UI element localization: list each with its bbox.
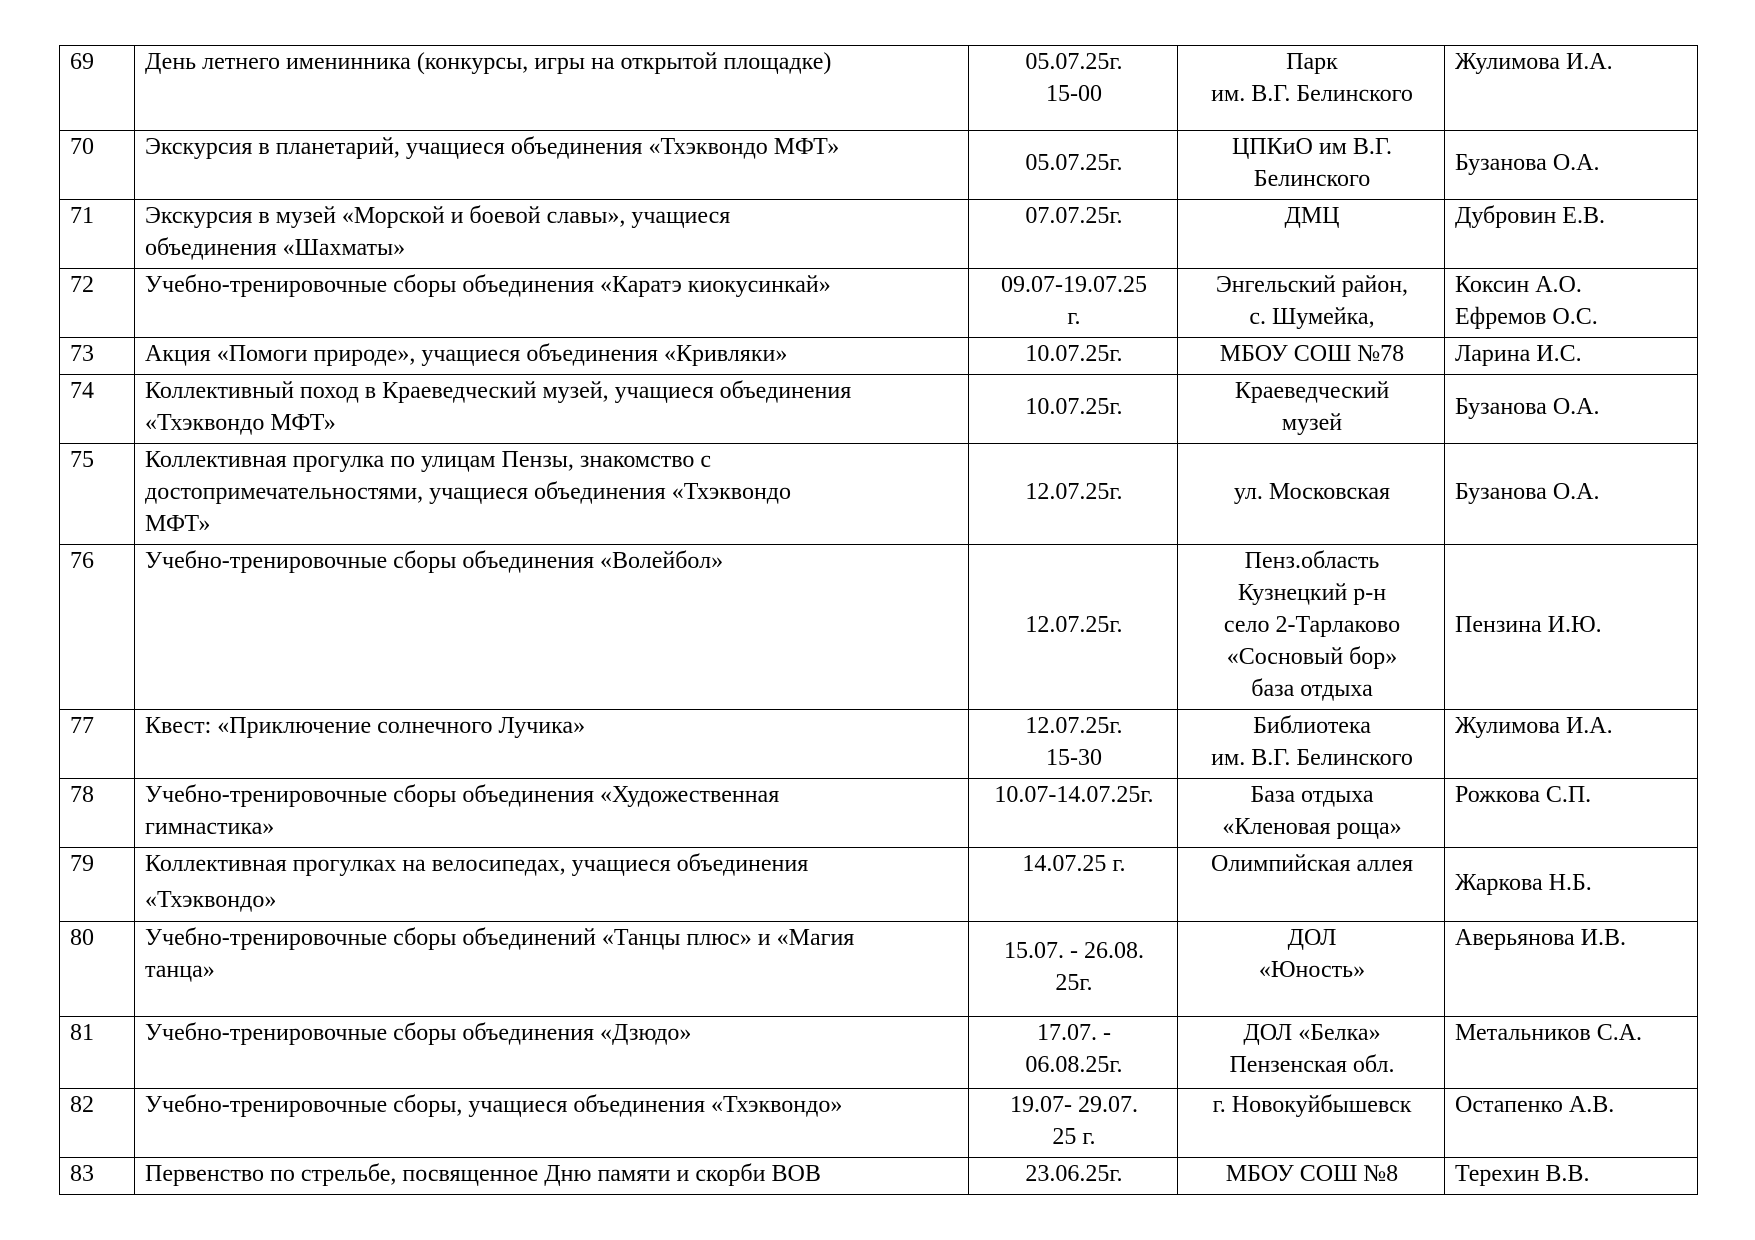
place-cell xyxy=(1178,1158,1445,1195)
event-line: День летнего именинника (конкурсы, игры на открытой площадке) xyxy=(145,49,832,75)
responsible-cell xyxy=(1445,46,1698,131)
date-cell xyxy=(969,1089,1178,1158)
responsible-line: Дубровин Е.В. xyxy=(1455,203,1605,229)
responsible-cell xyxy=(1445,375,1698,444)
responsible-line: Ларина И.С. xyxy=(1455,341,1582,367)
responsible-line: Жаркова Н.Б. xyxy=(1455,869,1592,896)
table-row xyxy=(60,1017,1698,1089)
table-row xyxy=(60,922,1698,1017)
responsible-cell xyxy=(1445,779,1698,848)
responsible-line: Коксин А.О. xyxy=(1455,272,1582,298)
place-line: «Юность» xyxy=(1258,957,1366,983)
event-line: «Тхэквондо» xyxy=(145,887,277,913)
event-line: МФТ» xyxy=(145,511,211,537)
event-cell xyxy=(135,1017,969,1089)
place-line: База отдыха xyxy=(1250,782,1374,808)
row-number: 78 xyxy=(60,779,135,848)
table-row xyxy=(60,269,1698,338)
event-cell xyxy=(135,131,969,200)
event-line: Учебно-тренировочные сборы объединения «Дзюдо» xyxy=(145,1020,692,1046)
table-row xyxy=(60,200,1698,269)
responsible-line: Бузанова О.А. xyxy=(1455,394,1600,420)
place-cell xyxy=(1178,200,1445,269)
date-cell xyxy=(969,269,1178,338)
responsible-line: Бузанова О.А. xyxy=(1455,479,1600,505)
place-cell xyxy=(1178,131,1445,200)
date-line: 23.06.25г. xyxy=(1025,1161,1123,1187)
place-line: Краеведческий xyxy=(1234,378,1390,404)
place-line: с. Шумейка, xyxy=(1249,304,1375,330)
table-row xyxy=(60,710,1698,779)
event-line: танца» xyxy=(145,957,215,983)
responsible-line: Рожкова С.П. xyxy=(1455,782,1592,808)
date-line: г. xyxy=(1067,304,1081,330)
place-cell xyxy=(1178,545,1445,710)
event-line: гимнастика» xyxy=(145,814,275,840)
date-cell xyxy=(969,1158,1178,1195)
responsible-line: Жулимова И.А. xyxy=(1455,713,1613,739)
date-line: 14.07.25 г. xyxy=(1022,851,1126,877)
place-line: Кузнецкий р-н xyxy=(1237,580,1387,606)
event-line: Учебно-тренировочные сборы объединения «Художественная xyxy=(145,782,780,808)
place-line: ДОЛ «Белка» xyxy=(1243,1020,1381,1046)
row-number: 73 xyxy=(60,338,135,375)
place-line: ул. Московская xyxy=(1233,479,1391,505)
place-line: Библиотека xyxy=(1253,713,1371,739)
responsible-cell xyxy=(1445,444,1698,545)
event-cell xyxy=(135,545,969,710)
responsible-cell xyxy=(1445,1158,1698,1195)
event-line: достопримечательностями, учащиеся объединения «Тхэквондо xyxy=(145,479,792,505)
responsible-cell xyxy=(1445,545,1698,710)
date-line: 15.07. - 26.08. xyxy=(1004,938,1144,964)
table-row xyxy=(60,1158,1698,1195)
row-number: 76 xyxy=(60,545,135,710)
date-line: 15-30 xyxy=(1046,745,1102,771)
date-line: 15-00 xyxy=(1046,81,1102,107)
date-line: 05.07.25г. xyxy=(1025,150,1123,176)
place-cell xyxy=(1178,338,1445,375)
event-cell xyxy=(135,1158,969,1195)
place-cell xyxy=(1178,444,1445,545)
event-line: Коллективная прогулка по улицам Пензы, знакомство с xyxy=(145,447,712,473)
row-number: 75 xyxy=(60,444,135,545)
date-cell xyxy=(969,444,1178,545)
event-line: Учебно-тренировочные сборы объединения «Каратэ киокусинкай» xyxy=(145,272,831,298)
date-cell xyxy=(969,200,1178,269)
place-line: им. В.Г. Белинского xyxy=(1211,745,1413,771)
place-line: МБОУ СОШ №78 xyxy=(1219,341,1405,367)
place-cell xyxy=(1178,922,1445,1017)
place-line: Энгельский район, xyxy=(1215,272,1409,298)
responsible-cell xyxy=(1445,200,1698,269)
date-cell xyxy=(969,338,1178,375)
date-line: 09.07-19.07.25 xyxy=(1001,272,1147,298)
event-line: Экскурсия в музей «Морской и боевой славы», учащиеся xyxy=(145,203,731,229)
date-line: 17.07. - xyxy=(1037,1020,1111,1046)
event-line: Экскурсия в планетарий, учащиеся объединения «Тхэквондо МФТ» xyxy=(145,134,840,160)
date-cell xyxy=(969,46,1178,131)
row-number: 69 xyxy=(60,46,135,131)
responsible-cell xyxy=(1445,131,1698,200)
place-line: Парк xyxy=(1286,49,1338,75)
responsible-cell xyxy=(1445,338,1698,375)
event-cell xyxy=(135,848,969,922)
table-row xyxy=(60,848,1698,922)
date-line: 05.07.25г. xyxy=(1025,49,1123,75)
row-number: 79 xyxy=(60,848,135,922)
responsible-line: Пензина И.Ю. xyxy=(1455,612,1602,638)
row-number: 83 xyxy=(60,1158,135,1195)
table-row xyxy=(60,444,1698,545)
responsible-line: Аверьянова И.В. xyxy=(1455,925,1627,951)
row-number: 77 xyxy=(60,710,135,779)
place-line: база отдыха xyxy=(1251,676,1373,702)
event-cell xyxy=(135,710,969,779)
place-line: ДОЛ xyxy=(1287,925,1337,951)
place-line: Пензенская обл. xyxy=(1229,1052,1395,1078)
place-cell xyxy=(1178,710,1445,779)
place-cell xyxy=(1178,1089,1445,1158)
responsible-line: Жулимова И.А. xyxy=(1455,49,1613,75)
place-line: «Кленовая роща» xyxy=(1222,814,1402,840)
responsible-cell xyxy=(1445,922,1698,1017)
table-row xyxy=(60,545,1698,710)
events-schedule-table xyxy=(59,45,1698,1195)
row-number: 81 xyxy=(60,1017,135,1089)
place-line: Пенз.область xyxy=(1244,548,1380,574)
event-line: объединения «Шахматы» xyxy=(145,235,406,261)
event-cell xyxy=(135,46,969,131)
table-row xyxy=(60,46,1698,131)
place-line: им. В.Г. Белинского xyxy=(1211,81,1413,107)
date-cell xyxy=(969,710,1178,779)
place-line: МБОУ СОШ №8 xyxy=(1225,1161,1399,1187)
responsible-cell xyxy=(1445,710,1698,779)
place-line: г. Новокуйбышевск xyxy=(1212,1092,1412,1118)
date-line: 10.07.25г. xyxy=(1025,394,1123,420)
place-line: село 2-Тарлаково xyxy=(1223,612,1401,638)
event-line: Учебно-тренировочные сборы объединений «Танцы плюс» и «Магия xyxy=(145,925,855,951)
row-number: 82 xyxy=(60,1089,135,1158)
event-cell xyxy=(135,444,969,545)
date-cell xyxy=(969,922,1178,1017)
event-cell xyxy=(135,269,969,338)
place-line: ДМЦ xyxy=(1284,203,1340,229)
event-cell xyxy=(135,200,969,269)
place-line: Белинского xyxy=(1253,166,1371,192)
responsible-line: Терехин В.В. xyxy=(1455,1161,1590,1187)
table-row xyxy=(60,1089,1698,1158)
date-line: 12.07.25г. xyxy=(1025,713,1123,739)
responsible-line: Ефремов О.С. xyxy=(1455,304,1598,330)
place-line: «Сосновый бор» xyxy=(1226,644,1398,670)
date-cell xyxy=(969,1017,1178,1089)
event-line: Первенство по стрельбе, посвященное Дню памяти и скорби ВОВ xyxy=(145,1161,821,1187)
table-row xyxy=(60,375,1698,444)
place-cell xyxy=(1178,46,1445,131)
date-line: 25г. xyxy=(1055,970,1093,996)
event-line: Учебно-тренировочные сборы объединения «Волейбол» xyxy=(145,548,724,574)
responsible-line: Метальников С.А. xyxy=(1455,1020,1643,1046)
event-line: Квест: «Приключение солнечного Лучика» xyxy=(145,713,586,739)
date-cell xyxy=(969,545,1178,710)
event-cell xyxy=(135,338,969,375)
event-line: Акция «Помоги природе», учащиеся объединения «Кривляки» xyxy=(145,341,788,367)
date-cell xyxy=(969,131,1178,200)
event-cell xyxy=(135,1089,969,1158)
responsible-cell xyxy=(1445,848,1698,922)
responsible-line: Остапенко А.В. xyxy=(1455,1092,1615,1118)
table-row xyxy=(60,131,1698,200)
date-cell xyxy=(969,779,1178,848)
place-cell xyxy=(1178,848,1445,922)
row-number: 71 xyxy=(60,200,135,269)
responsible-line: Бузанова О.А. xyxy=(1455,150,1600,176)
row-number: 70 xyxy=(60,131,135,200)
event-line: «Тхэквондо МФТ» xyxy=(145,410,336,436)
responsible-cell xyxy=(1445,1089,1698,1158)
responsible-cell xyxy=(1445,269,1698,338)
row-number: 74 xyxy=(60,375,135,444)
responsible-cell xyxy=(1445,1017,1698,1089)
date-cell xyxy=(969,848,1178,922)
place-cell xyxy=(1178,779,1445,848)
date-line: 12.07.25г. xyxy=(1025,479,1123,505)
date-line: 06.08.25г. xyxy=(1025,1052,1123,1078)
place-line: ЦПКиО им В.Г. xyxy=(1231,134,1393,160)
event-cell xyxy=(135,922,969,1017)
event-line: Коллективная прогулках на велосипедах, учащиеся объединения xyxy=(145,851,809,877)
table-row xyxy=(60,338,1698,375)
date-cell xyxy=(969,375,1178,444)
place-line: Олимпийская аллея xyxy=(1210,851,1414,877)
place-cell xyxy=(1178,1017,1445,1089)
event-cell xyxy=(135,375,969,444)
row-number: 80 xyxy=(60,922,135,1017)
date-line: 07.07.25г. xyxy=(1025,203,1123,229)
date-line: 25 г. xyxy=(1052,1124,1096,1150)
place-line: музей xyxy=(1281,410,1343,436)
event-line: Коллективный поход в Краеведческий музей, учащиеся объединения xyxy=(145,378,852,404)
table-row xyxy=(60,779,1698,848)
place-cell xyxy=(1178,269,1445,338)
row-number: 72 xyxy=(60,269,135,338)
event-cell xyxy=(135,779,969,848)
date-line: 19.07- 29.07. xyxy=(1010,1092,1138,1118)
date-line: 10.07.25г. xyxy=(1025,341,1123,367)
event-line: Учебно-тренировочные сборы, учащиеся объединения «Тхэквондо» xyxy=(145,1092,843,1118)
date-line: 12.07.25г. xyxy=(1025,612,1123,638)
date-line: 10.07-14.07.25г. xyxy=(994,782,1154,808)
place-cell xyxy=(1178,375,1445,444)
